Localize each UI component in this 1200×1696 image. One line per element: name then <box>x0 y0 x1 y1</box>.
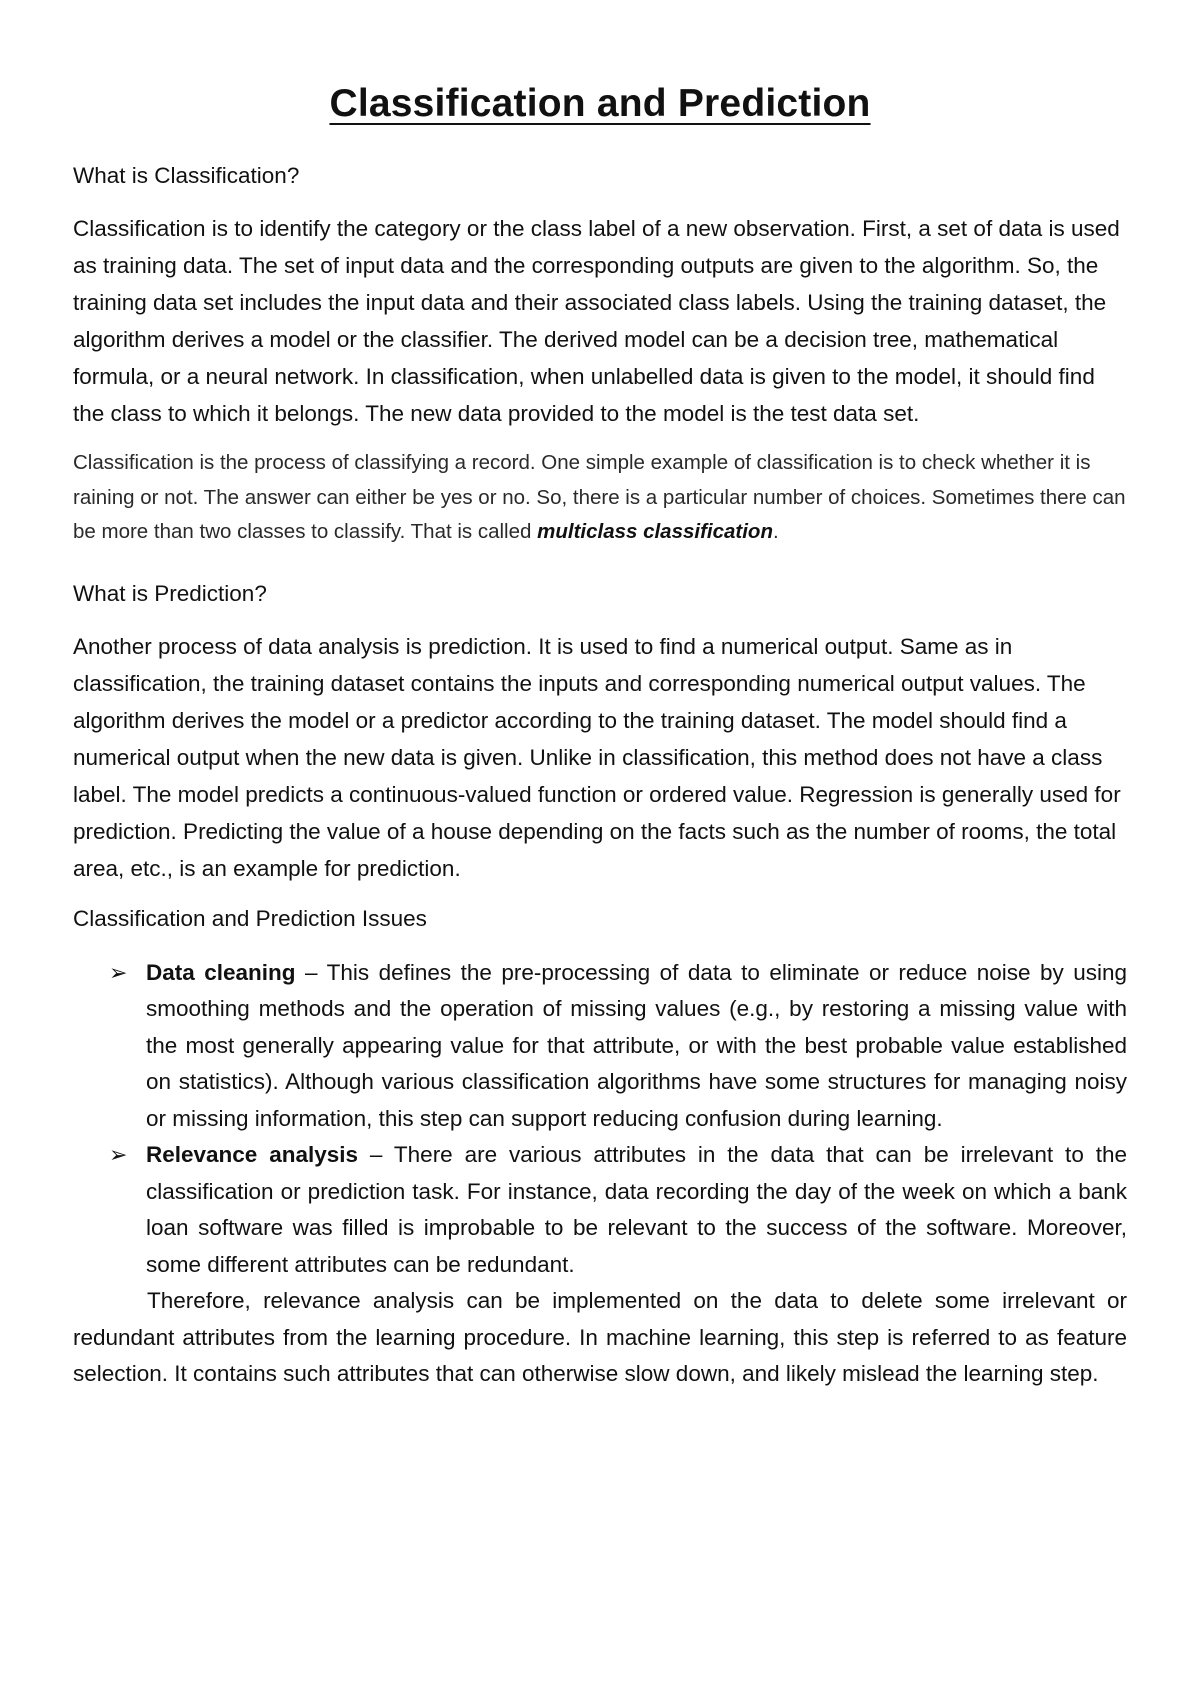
classification-paragraph-2-end: . <box>772 520 779 543</box>
arrow-bullet-icon: ➢ <box>109 959 128 985</box>
prediction-heading: What is Prediction? <box>73 580 267 606</box>
issue-text: – There are various attributes in the data that can be irrelevant to the classification or prediction task. For instance, data recording the day of the week on which a bank loan software was filled is improbable to be relevant to the success of the software. Moreover, some different attributes can be redundant. <box>146 1142 1127 1277</box>
closing-paragraph: Therefore, relevance analysis can be implemented on the data to delete some irrelevant or redundant attributes from the learning procedure. In machine learning, this step is referred to as feature selection. It contains such attributes that can otherwise slow down, and likely mislead the learning step. <box>73 1288 1127 1386</box>
page-title <box>73 0 1127 132</box>
issues-list <box>73 955 1127 1284</box>
issue-term: Relevance analysis <box>146 1142 359 1167</box>
arrow-bullet-icon: ➢ <box>109 1142 128 1167</box>
list-item <box>73 955 1127 1138</box>
classification-heading: What is Classification? <box>73 163 300 188</box>
prediction-paragraph: Another process of data analysis is prediction. It is used to find a numerical output. Same as in classification, the training dataset contains the inputs and corresponding numerical output values. The algorithm derives the model or a predictor according to the training dataset. The model should find a numerical output when the new data is given. Unlike in classification, this method does not have a class label. The model predicts a continuous-valued function or ordered value. Regression is generally used for prediction. Predicting the value of a house depending on the facts such as the number of rooms, the total area, etc., is an example for prediction. <box>73 633 1121 881</box>
issues-heading: Classification and Prediction Issues <box>73 905 427 931</box>
classification-paragraph-2-text: Classification is the process of classifying a record. One simple example of classification is to check whether it is raining or not. The answer can either be yes or no. So, there is a particular number of choices. Sometimes there can be more than two classes to classify. That is called <box>73 451 1126 543</box>
classification-paragraph-2 <box>73 446 1127 550</box>
multiclass-term: multiclass classification <box>537 520 773 543</box>
list-item <box>73 1137 1127 1283</box>
page-title-text: Classification and Prediction <box>329 82 871 125</box>
classification-paragraph-1: Classification is to identify the category or the class label of a new observation. First, a set of data is used as training data. The set of input data and the corresponding outputs are given to the algorithm. So, the training data set includes the input data and their associated class labels. Using the training dataset, the algorithm derives a model or the classifier. The derived model can be a decision tree, mathematical formula, or a neural network. In classification, when unlabelled data is given to the model, it should find the class to which it belongs. The new data provided to the model is the test data set. <box>73 216 1120 426</box>
issue-term: Data cleaning <box>146 959 296 985</box>
issue-text: – This defines the pre-processing of data to eliminate or reduce noise by using smoothing methods and the operation of missing values (e.g., by restoring a missing value with the most generally appearing value for that attribute, or with the best probable value established on statistics). Although various classification algorithms have some structures for managing noisy or missing information, this step can support reducing confusion during learning. <box>146 959 1128 1131</box>
